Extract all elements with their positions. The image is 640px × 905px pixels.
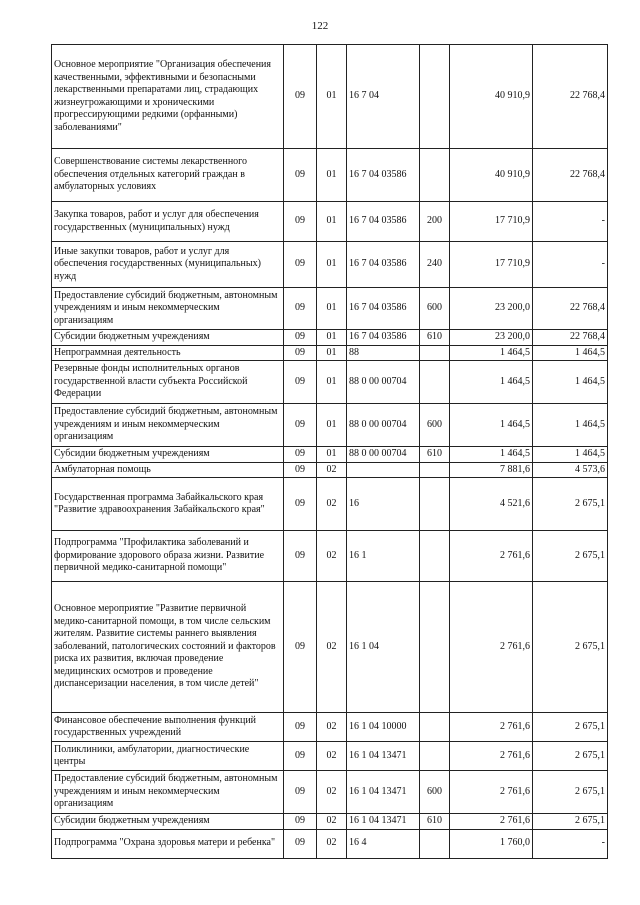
row-expense-type: [420, 478, 450, 531]
row-section: 09: [284, 478, 317, 531]
row-amount-2: 4 573,6: [533, 462, 608, 478]
row-amount-2: 1 464,5: [533, 404, 608, 447]
row-expense-type: [420, 829, 450, 858]
table-row: [52, 202, 608, 242]
table-row: [52, 345, 608, 361]
table-row: [52, 149, 608, 202]
row-amount-2: 2 675,1: [533, 814, 608, 830]
row-subsection: 02: [317, 829, 347, 858]
row-expense-type: 600: [420, 288, 450, 330]
row-subsection: 01: [317, 288, 347, 330]
row-target-article: 16 1: [347, 531, 420, 582]
row-section: 09: [284, 404, 317, 447]
table-row: [52, 361, 608, 404]
row-target-article: 16 1 04: [347, 582, 420, 713]
row-subsection: 01: [317, 149, 347, 202]
row-expense-type: 240: [420, 242, 450, 288]
row-expense-type: [420, 361, 450, 404]
table-row: [52, 45, 608, 149]
row-section: 09: [284, 829, 317, 858]
table-row: [52, 742, 608, 771]
row-amount-1: 1 760,0: [450, 829, 533, 858]
row-expense-type: 610: [420, 447, 450, 463]
row-amount-1: 1 464,5: [450, 404, 533, 447]
row-target-article: 16 7 04 03586: [347, 202, 420, 242]
row-amount-1: 2 761,6: [450, 582, 533, 713]
row-name: Предоставление субсидий бюджетным, автономным учреждениям и иным некоммерческим организациям: [52, 771, 284, 814]
budget-table-body: [52, 45, 608, 859]
row-amount-1: 1 464,5: [450, 447, 533, 463]
row-expense-type: [420, 531, 450, 582]
row-subsection: 01: [317, 447, 347, 463]
table-row: [52, 447, 608, 463]
row-section: 09: [284, 771, 317, 814]
row-amount-1: 17 710,9: [450, 242, 533, 288]
row-name: Государственная программа Забайкальского края "Развитие здравоохранения Забайкальского края": [52, 478, 284, 531]
row-target-article: 88 0 00 00704: [347, 361, 420, 404]
row-amount-2: 2 675,1: [533, 713, 608, 742]
row-name: Предоставление субсидий бюджетным, автономным учреждениям и иным некоммерческим организациям: [52, 404, 284, 447]
row-subsection: 02: [317, 771, 347, 814]
table-row: [52, 330, 608, 346]
row-amount-2: -: [533, 242, 608, 288]
row-section: 09: [284, 149, 317, 202]
row-amount-2: 1 464,5: [533, 345, 608, 361]
table-row: [52, 404, 608, 447]
row-name: Поликлиники, амбулатории, диагностические центры: [52, 742, 284, 771]
row-amount-1: 2 761,6: [450, 771, 533, 814]
row-section: 09: [284, 447, 317, 463]
row-amount-1: 40 910,9: [450, 45, 533, 149]
row-subsection: 02: [317, 713, 347, 742]
table-row: [52, 478, 608, 531]
row-subsection: 01: [317, 361, 347, 404]
row-section: 09: [284, 742, 317, 771]
row-section: 09: [284, 814, 317, 830]
row-amount-2: -: [533, 829, 608, 858]
table-row: [52, 242, 608, 288]
row-section: 09: [284, 202, 317, 242]
row-amount-1: 2 761,6: [450, 713, 533, 742]
row-amount-1: 23 200,0: [450, 330, 533, 346]
row-amount-2: 2 675,1: [533, 582, 608, 713]
row-amount-1: 2 761,6: [450, 742, 533, 771]
row-expense-type: [420, 742, 450, 771]
row-target-article: 16 7 04 03586: [347, 330, 420, 346]
row-section: 09: [284, 531, 317, 582]
row-subsection: 02: [317, 742, 347, 771]
row-expense-type: 600: [420, 404, 450, 447]
row-name: Основное мероприятие "Организация обеспечения качественными, эффективными и безопасными лекарственными препаратами лиц, страдающих жизнеугрожающими и хроническими прогрессирующими редкими (орфанными) заболеваниями": [52, 45, 284, 149]
row-amount-2: 1 464,5: [533, 447, 608, 463]
row-section: 09: [284, 45, 317, 149]
row-amount-2: 22 768,4: [533, 149, 608, 202]
row-target-article: 16 7 04 03586: [347, 288, 420, 330]
row-name: Субсидии бюджетным учреждениям: [52, 447, 284, 463]
row-name: Непрограммная деятельность: [52, 345, 284, 361]
row-subsection: 02: [317, 462, 347, 478]
table-row: [52, 582, 608, 713]
row-name: Субсидии бюджетным учреждениям: [52, 814, 284, 830]
row-amount-1: 1 464,5: [450, 361, 533, 404]
row-expense-type: [420, 149, 450, 202]
table-row: [52, 531, 608, 582]
row-amount-1: 40 910,9: [450, 149, 533, 202]
row-subsection: 02: [317, 814, 347, 830]
row-subsection: 01: [317, 202, 347, 242]
row-subsection: 01: [317, 404, 347, 447]
row-amount-2: 22 768,4: [533, 330, 608, 346]
row-target-article: 16: [347, 478, 420, 531]
row-section: 09: [284, 242, 317, 288]
row-target-article: 16 7 04 03586: [347, 242, 420, 288]
row-subsection: 01: [317, 45, 347, 149]
row-name: Иные закупки товаров, работ и услуг для обеспечения государственных (муниципальных) нужд: [52, 242, 284, 288]
table-row: [52, 829, 608, 858]
row-amount-2: 2 675,1: [533, 531, 608, 582]
table-row: [52, 462, 608, 478]
row-name: Амбулаторная помощь: [52, 462, 284, 478]
row-target-article: 16 1 04 10000: [347, 713, 420, 742]
row-amount-1: 7 881,6: [450, 462, 533, 478]
row-section: 09: [284, 713, 317, 742]
row-section: 09: [284, 582, 317, 713]
row-target-article: 16 1 04 13471: [347, 771, 420, 814]
row-expense-type: [420, 582, 450, 713]
row-amount-1: 2 761,6: [450, 531, 533, 582]
table-row: [52, 713, 608, 742]
row-target-article: 88: [347, 345, 420, 361]
row-subsection: 02: [317, 582, 347, 713]
page-number: 122: [311, 20, 329, 32]
row-expense-type: 610: [420, 330, 450, 346]
row-section: 09: [284, 462, 317, 478]
row-name: Предоставление субсидий бюджетным, автономным учреждениям и иным некоммерческим организациям: [52, 288, 284, 330]
row-target-article: 16 4: [347, 829, 420, 858]
row-name: Подпрограмма "Профилактика заболеваний и формирование здорового образа жизни. Развитие первичной медико-санитарной помощи": [52, 531, 284, 582]
row-target-article: 16 7 04: [347, 45, 420, 149]
row-subsection: 01: [317, 242, 347, 288]
row-amount-2: 2 675,1: [533, 742, 608, 771]
row-amount-2: 1 464,5: [533, 361, 608, 404]
row-expense-type: [420, 45, 450, 149]
row-expense-type: [420, 462, 450, 478]
row-amount-1: 23 200,0: [450, 288, 533, 330]
row-subsection: 02: [317, 531, 347, 582]
row-name: Субсидии бюджетным учреждениям: [52, 330, 284, 346]
row-amount-2: 22 768,4: [533, 45, 608, 149]
row-amount-2: 2 675,1: [533, 771, 608, 814]
row-amount-1: 4 521,6: [450, 478, 533, 531]
row-amount-2: -: [533, 202, 608, 242]
row-amount-2: 22 768,4: [533, 288, 608, 330]
row-subsection: 01: [317, 330, 347, 346]
row-name: Основное мероприятие "Развитие первичной медико-санитарной помощи, в том числе сельским жителям. Развитие системы раннего выявления заболеваний, патологических состояний и факторов риска их развития, включая проведение медицинских осмотров и проведение диспансеризации населения, в том числе детей": [52, 582, 284, 713]
row-amount-1: 1 464,5: [450, 345, 533, 361]
row-amount-1: 2 761,6: [450, 814, 533, 830]
row-name: Закупка товаров, работ и услуг для обеспечения государственных (муниципальных) нужд: [52, 202, 284, 242]
row-expense-type: 200: [420, 202, 450, 242]
row-subsection: 01: [317, 345, 347, 361]
row-section: 09: [284, 288, 317, 330]
row-target-article: 88 0 00 00704: [347, 404, 420, 447]
row-amount-2: 2 675,1: [533, 478, 608, 531]
row-section: 09: [284, 361, 317, 404]
row-name: Резервные фонды исполнительных органов государственной власти субъекта Российской Федерации: [52, 361, 284, 404]
budget-table: [51, 44, 608, 859]
row-name: Подпрограмма "Охрана здоровья матери и ребенка": [52, 829, 284, 858]
row-target-article: 16 7 04 03586: [347, 149, 420, 202]
row-expense-type: 600: [420, 771, 450, 814]
row-expense-type: 610: [420, 814, 450, 830]
row-name: Совершенствование системы лекарственного обеспечения отдельных категорий граждан в амбулаторных условиях: [52, 149, 284, 202]
row-name: Финансовое обеспечение выполнения функций государственных учреждений: [52, 713, 284, 742]
row-section: 09: [284, 330, 317, 346]
row-subsection: 02: [317, 478, 347, 531]
row-target-article: 88 0 00 00704: [347, 447, 420, 463]
row-expense-type: [420, 345, 450, 361]
row-target-article: [347, 462, 420, 478]
row-target-article: 16 1 04 13471: [347, 742, 420, 771]
row-target-article: 16 1 04 13471: [347, 814, 420, 830]
row-amount-1: 17 710,9: [450, 202, 533, 242]
table-row: [52, 288, 608, 330]
table-row: [52, 771, 608, 814]
row-expense-type: [420, 713, 450, 742]
table-row: [52, 814, 608, 830]
row-section: 09: [284, 345, 317, 361]
